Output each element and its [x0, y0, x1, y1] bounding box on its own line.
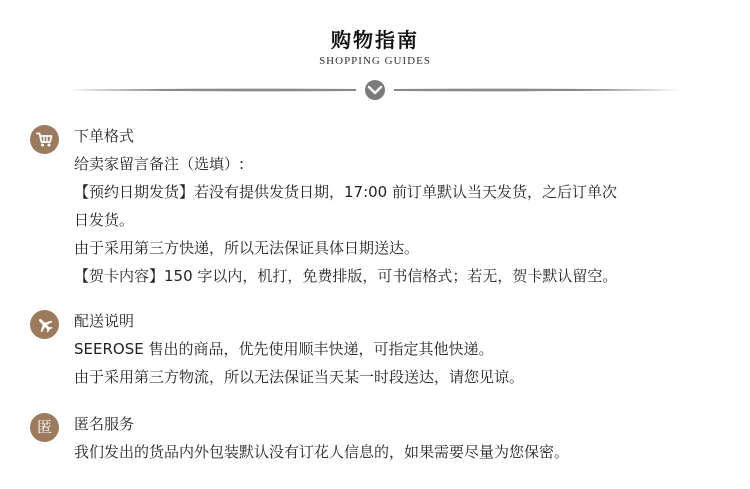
text-line: 给卖家留言备注（选填）: [74, 155, 245, 173]
text-line: 我们发出的货品内外包装默认没有订花人信息的，如果需要尽量为您保密。 [74, 443, 570, 461]
text-line: 【贺卡内容】150 字以内，机打，免费排版，可书信格式；若无，贺卡默认留空。 [74, 267, 618, 285]
section-heading: 匿名服务 [74, 415, 135, 433]
text-line: SEEROSE 售出的商品，优先使用顺丰快递，可指定其他快递。 [74, 340, 494, 358]
text-line: 【预约日期发货】若没有提供发货日期，17:00 前订单默认当天发货，之后订单次 [74, 183, 617, 201]
section-heading: 配送说明 [74, 312, 135, 330]
anonymous-icon [30, 413, 59, 442]
anonymous-icon-glyph: 匿 [36, 418, 52, 436]
guide-header [0, 0, 750, 110]
page-subtitle: SHOPPING GUIDES [319, 55, 431, 67]
section-heading: 下单格式 [74, 127, 135, 145]
text-line: 由于采用第三方物流，所以无法保证当天某一时段送达，请您见谅。 [74, 368, 525, 386]
text-line: 由于采用第三方快递，所以无法保证具体日期送达。 [74, 239, 420, 257]
header-divider [68, 77, 682, 103]
chevron-down-icon [365, 80, 385, 100]
page-title: 购物指南 [331, 28, 419, 52]
text-line: 日发货。 [74, 211, 135, 229]
airplane-icon [30, 310, 59, 339]
shopping-cart-icon [30, 125, 59, 154]
